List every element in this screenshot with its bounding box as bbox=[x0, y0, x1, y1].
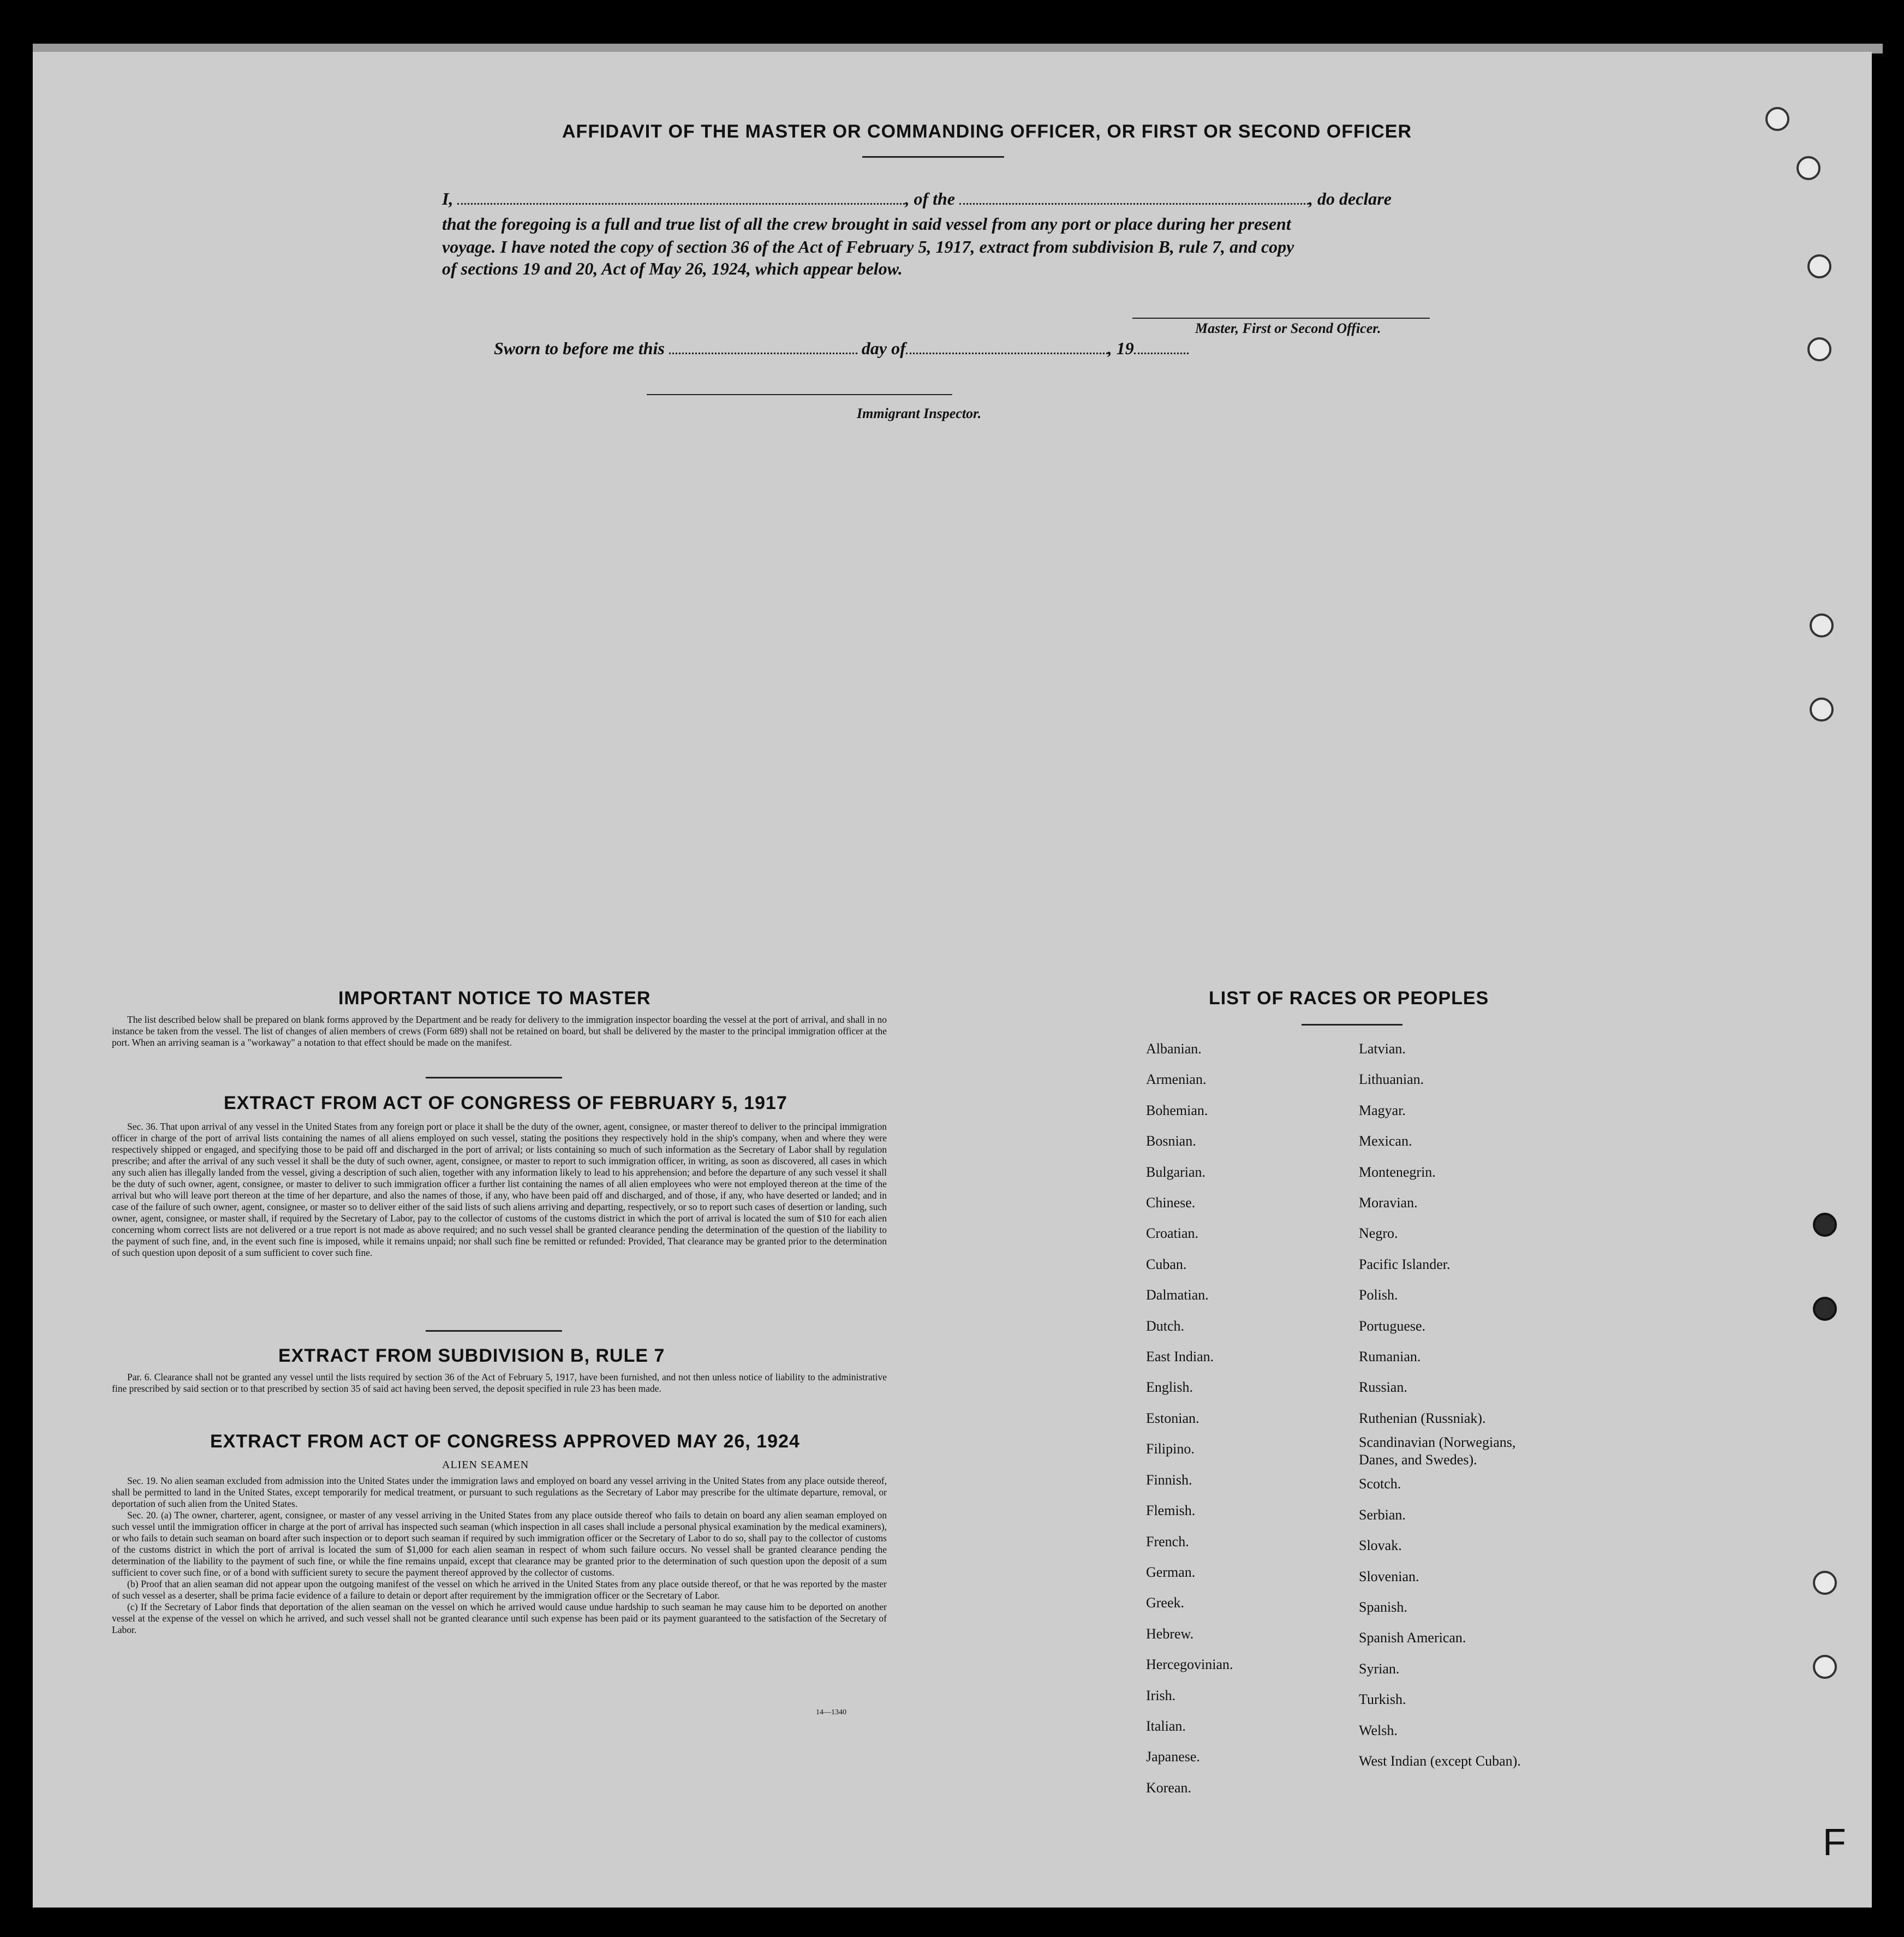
race-item: Magyar. bbox=[1359, 1102, 1406, 1118]
master-signature-line[interactable] bbox=[1132, 318, 1430, 319]
master-caption: Master, First or Second Officer. bbox=[1195, 320, 1381, 336]
race-item: Scotch. bbox=[1359, 1476, 1401, 1492]
race-item: Spanish. bbox=[1359, 1599, 1407, 1615]
binder-hole bbox=[1810, 698, 1834, 722]
race-item: Turkish. bbox=[1359, 1691, 1406, 1708]
race-item: Chinese. bbox=[1146, 1195, 1196, 1211]
race-item: Irish. bbox=[1146, 1687, 1176, 1703]
race-item: Ruthenian (Russniak). bbox=[1359, 1410, 1486, 1426]
race-item: Filipino. bbox=[1146, 1441, 1195, 1457]
race-item: Welsh. bbox=[1359, 1722, 1398, 1738]
extract-1917-title: EXTRACT FROM ACT OF CONGRESS OF FEBRUARY 5, 1917 bbox=[224, 1093, 787, 1113]
par-6-paragraph: Par. 6. Clearance shall not be granted any vessel until the lists required by section 36 of the Act of February 5, 1917, have been furnished, and not then unless notice of liability to the administrative fine prescribed by said section or to that prescribed by section 35 of said act having been served, the deposit specified in rule 23 has been made. bbox=[112, 1372, 887, 1394]
affidavit-line-1 bbox=[442, 189, 1392, 209]
sec-19-paragraph: Sec. 19. No alien seaman excluded from admission into the United States under the immigration laws and employed on board any vessel arriving in the United States from any place outside thereof, shall be permitted to land in the United States, except temporarily for medical treatment, or pursuant to such regulations as the Secretary of Labor may prescribe for the ultimate departure, removal, or deportation of such alien from the United States. bbox=[112, 1475, 887, 1509]
sec-20b-paragraph: (b) Proof that an alien seaman did not appear upon the outgoing manifest of the vessel on which he arrived in the United States from any place outside thereof, or that he was reported by the master of such vessel as a deserter, shall be prima facie evidence of a failure to detain or deport after requirement by the immigration officer or the Secretary of Labor. bbox=[112, 1578, 887, 1601]
race-item: Finnish. bbox=[1146, 1471, 1192, 1488]
race-item: West Indian (except Cuban). bbox=[1359, 1753, 1521, 1769]
notice-text bbox=[112, 1014, 887, 1048]
year-blank[interactable] bbox=[1134, 338, 1189, 354]
divider bbox=[1302, 1024, 1402, 1026]
affidavit-line-4: of sections 19 and 20, Act of May 26, 1924, which appear below. bbox=[442, 259, 903, 278]
race-item: Albanian. bbox=[1146, 1041, 1202, 1057]
race-item: Syrian. bbox=[1359, 1660, 1400, 1677]
race-item: French. bbox=[1146, 1533, 1189, 1549]
race-item: Dalmatian. bbox=[1146, 1287, 1209, 1303]
aff-of-label: , of the bbox=[905, 189, 955, 208]
binder-hole bbox=[1807, 254, 1831, 278]
month-blank[interactable] bbox=[906, 338, 1108, 354]
aff-declare-label: , do declare bbox=[1309, 189, 1392, 208]
race-item: Dutch. bbox=[1146, 1318, 1185, 1334]
affidavit-title: AFFIDAVIT OF THE MASTER OR COMMANDING OFFICER, OR FIRST OR SECOND OFFICER bbox=[562, 121, 1412, 142]
race-item: East Indian. bbox=[1146, 1349, 1214, 1365]
race-item: Lithuanian. bbox=[1359, 1071, 1424, 1088]
race-item: Hebrew. bbox=[1146, 1625, 1194, 1642]
binder-hole bbox=[1813, 1571, 1837, 1595]
race-item: Serbian. bbox=[1359, 1506, 1406, 1523]
race-item: Bohemian. bbox=[1146, 1102, 1208, 1118]
sworn-line bbox=[494, 338, 1189, 359]
affidavit-line-3: voyage. I have noted the copy of section 36 of the Act of February 5, 1917, extract from subdivision B, rule 7, and copy bbox=[442, 237, 1294, 257]
extract-1924-text bbox=[112, 1475, 887, 1636]
race-item: Estonian. bbox=[1146, 1410, 1199, 1426]
alien-seamen-subtitle: ALIEN SEAMEN bbox=[442, 1459, 529, 1471]
race-item: Croatian. bbox=[1146, 1225, 1199, 1242]
day-of-label: day of bbox=[861, 338, 906, 358]
race-item: Russian. bbox=[1359, 1379, 1407, 1396]
race-item: English. bbox=[1146, 1379, 1193, 1396]
extract-1917-text bbox=[112, 1121, 887, 1259]
sec-20a-paragraph: Sec. 20. (a) The owner, charterer, agent, consignee, or master of any vessel arriving in the United States from any place outside thereof who fails to detain on board any alien seaman employed on such vessel until the immigration officer in charge at the port of arrival has inspected such seaman (which inspection in all cases shall include a personal physical examination by the medical examiners), or who fails to detain such seaman on board after such inspection or to deport such seaman if required by such immigration officer or the Secretary of Labor to do so, shall pay to the collector of customs of the customs district in which the port of arrival is located the sum of $1,000 for each alien seaman in respect of whom such failure occurs. No vessel shall be granted clearance pending the determination of the liability to the payment of such fine, or while the fine remains unpaid, except that clearance may be granted prior to the determination of such question upon the deposit of a sum sufficient to cover such fine, or of a bond with sufficient surety to secure the payment thereof approved by the collector of customs. bbox=[112, 1510, 887, 1578]
title-rule bbox=[862, 156, 1004, 158]
year-label: , 19 bbox=[1107, 338, 1134, 358]
race-item: Latvian. bbox=[1359, 1041, 1406, 1057]
race-item: Korean. bbox=[1146, 1779, 1192, 1796]
subdiv-b-text bbox=[112, 1372, 887, 1394]
notice-title: IMPORTANT NOTICE TO MASTER bbox=[338, 988, 651, 1009]
race-item: Greek. bbox=[1146, 1595, 1185, 1611]
sworn-label: Sworn to before me this bbox=[494, 338, 665, 358]
race-item: Mexican. bbox=[1359, 1133, 1412, 1149]
race-item: Scandinavian (Norwegians, Danes, and Swedes). bbox=[1359, 1434, 1516, 1468]
race-item: Polish. bbox=[1359, 1287, 1398, 1303]
binder-hole bbox=[1813, 1213, 1837, 1237]
notice-paragraph: The list described below shall be prepared on blank forms approved by the Department and be ready for delivery to the immigration inspector boarding the vessel at the port of arrival, and shall in no instance be taken from the vessel. The list of changes of alien members of crews (Form 689) shall not be retained on board, but shall be delivered by the master to the principal immigration officer at the port. When an arriving seaman is a "workaway" a notation to that effect should be made on the manifest. bbox=[112, 1014, 887, 1048]
race-item: Moravian. bbox=[1359, 1195, 1418, 1211]
race-item: Cuban. bbox=[1146, 1256, 1187, 1272]
races-right-column bbox=[1359, 1034, 1521, 1777]
race-item: Pacific Islander. bbox=[1359, 1256, 1451, 1272]
binder-hole bbox=[1796, 156, 1821, 180]
race-item: Slovenian. bbox=[1359, 1568, 1419, 1584]
binder-hole bbox=[1765, 107, 1789, 131]
inspector-caption: Immigrant Inspector. bbox=[857, 406, 982, 421]
affidavit-line-2: that the foregoing is a full and true list of all the crew brought in said vessel from any port or place during her present bbox=[442, 214, 1291, 234]
position-blank[interactable] bbox=[959, 189, 1309, 205]
race-item: German. bbox=[1146, 1564, 1196, 1580]
race-item: Montenegrin. bbox=[1359, 1164, 1436, 1180]
race-item: Slovak. bbox=[1359, 1537, 1402, 1554]
name-blank[interactable] bbox=[457, 189, 905, 205]
races-left-column bbox=[1146, 1034, 1233, 1803]
aff-i-label: I, bbox=[442, 189, 453, 208]
sec-20c-paragraph: (c) If the Secretary of Labor finds that deportation of the alien seaman on the vessel on which he arrived would cause undue hardship to such seaman he may cause him to be deported on another vessel at the expense of the vessel on which he arrived, and such vessel shall not be granted clearance until such expense has been paid or its payment guaranteed to the satisfaction of the Secretary of Labor. bbox=[112, 1601, 887, 1635]
binder-hole bbox=[1807, 337, 1831, 361]
divider bbox=[426, 1330, 562, 1332]
handwritten-mark: F bbox=[1823, 1821, 1846, 1863]
binder-hole bbox=[1810, 613, 1834, 637]
race-item: Spanish American. bbox=[1359, 1630, 1466, 1646]
extract-1924-title: EXTRACT FROM ACT OF CONGRESS APPROVED MAY 26, 1924 bbox=[210, 1431, 800, 1452]
section-36-paragraph: Sec. 36. That upon arrival of any vessel in the United States from any foreign port or place it shall be the duty of the owner, agent, consignee, or master thereof to deliver to the principal immigration officer in charge of the port of arrival lists containing the names of all aliens employed on such vessel, stating the positions they respectively hold in the ship's company, when and where they were respectively shipped or engaged, and specifying those to be paid off and discharged in the port of arrival; or lists containing so much of such information as the Secretary of Labor shall by regulation prescribe; and after the arrival of any such vessel it shall be the duty of such owner, agent, consignee, or master to report to such immigration officer, in writing, as soon as discovered, all cases in which any such alien has illegally landed from the vessel, giving a description of such alien, together with any information likely to lead to his apprehension; and before the departure of any such vessel it shall be the duty of such owner, agent, consignee, or master to deliver to such immigration officer a further list containing the names of all alien employees who were not employed thereon at the time of the arrival but who will leave port thereon at the time of her departure, and also the names of those, if any, who have been paid off and discharged, and of those, if any, who have deserted or landed; and in case of the failure of such owner, agent, consignee, or master so to deliver either of the said lists of such aliens arriving and departing, respectively, or so to report such cases of desertion or landing, such owner, agent, consignee, or master shall, if required by the Secretary of Labor, pay to the collector of customs of the customs district in which the port of arrival is located the sum of $10 for each alien concerning whom correct lists are not delivered or a true report is not made as above required; and no such vessel shall be granted clearance pending the determination of the question of the liability to the payment of such fine, and, in the event such fine is imposed, while it remains unpaid; nor shall such fine be remitted or refunded: Provided, That clearance may be granted prior to the determination of such question upon deposit of a sum sufficient to cover such fine. bbox=[112, 1121, 887, 1258]
race-item: Flemish. bbox=[1146, 1503, 1196, 1519]
divider bbox=[426, 1077, 562, 1078]
race-item: Hercegovinian. bbox=[1146, 1656, 1233, 1673]
race-item: Italian. bbox=[1146, 1718, 1186, 1734]
binder-hole bbox=[1813, 1297, 1837, 1321]
subdiv-b-title: EXTRACT FROM SUBDIVISION B, RULE 7 bbox=[278, 1345, 665, 1366]
race-item: Japanese. bbox=[1146, 1749, 1200, 1765]
form-number: 14—1340 bbox=[816, 1708, 846, 1717]
race-item: Rumanian. bbox=[1359, 1349, 1421, 1365]
inspector-signature-line[interactable] bbox=[647, 394, 952, 395]
race-item: Bosnian. bbox=[1146, 1133, 1196, 1149]
day-blank[interactable] bbox=[669, 338, 857, 354]
races-title: LIST OF RACES OR PEOPLES bbox=[1209, 988, 1489, 1009]
race-item: Negro. bbox=[1359, 1225, 1398, 1242]
race-item: Armenian. bbox=[1146, 1071, 1207, 1088]
race-item: Portuguese. bbox=[1359, 1318, 1426, 1334]
binder-hole bbox=[1813, 1655, 1837, 1679]
race-item: Bulgarian. bbox=[1146, 1164, 1206, 1180]
